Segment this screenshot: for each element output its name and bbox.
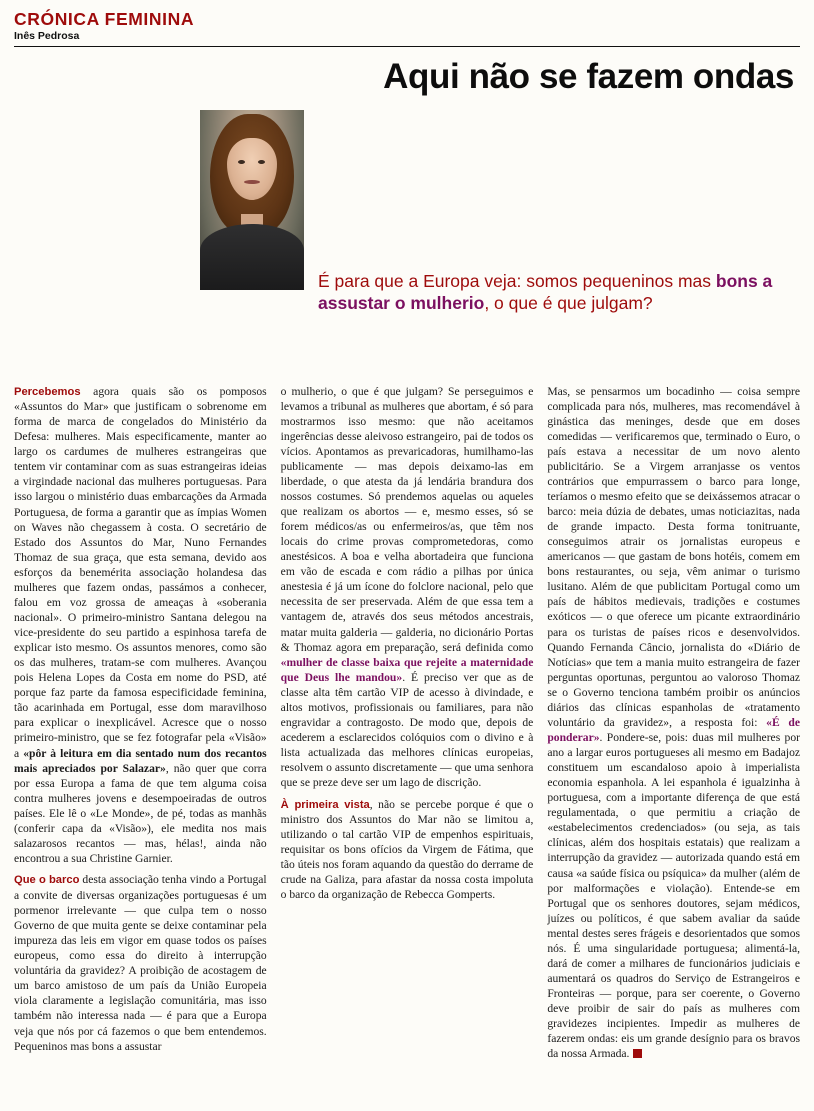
portrait-eye-left [238,160,245,164]
pull-quote-part2: , o que é que julgam? [484,292,653,313]
paragraph-3-tail: . É preciso ver que as de classe alta têm cartão VIP de acesso à divindade, e altos motivos, profissionais ou familiares, para não engravidar a contragosto. De modo que, depois de acederem a esclarecidos colóquios com o divino e à lista actualizada das melhores clínicas europeias, resolvem o assunto discretamente — que uma senhora que se preze deve ser um lago de discrição. [280,670,534,790]
pull-quote-highlight: bons a assustar o mulherio [318,270,773,313]
portrait-eye-right [258,160,265,164]
paragraph-1 [14,384,267,867]
author-byline: Inês Pedrosa [14,30,80,43]
portrait-mouth [244,180,260,184]
paragraph-5 [547,384,800,1062]
paragraph-1-tail: , não quer que corra por essa Europa a fama de que tem alguma coisa contra mulheres jovens e desempoeiradas de outros países. Ele lê o «Le Monde», de pé, todas as manhãs (conferir capa da «Visão»), ele medita nos mais salazarosos recantos — mas, hélas!, ainda não encontrou a sua Christine Garnier. [14,761,267,865]
column-1 [14,384,267,1054]
paragraph-3-text: o mulherio, o que é que julgam? Se perseguimos e levamos a tribunal as mulheres que abortam, é só para mostrarmos isso mesmo: que não aceitamos ingerências desse aleivoso estrangeiro, pai de todos os vícios. Apontamos as prevaricadoras, humilhamo-las publicamente — mas depois deixamo-las em liberdade, o que atesta da já lendária brandura dos nossos costumes. Só prendemos aquelas ou aqueles que realizam os abortos — e, mesmo esses, só se forem médicos/as ou enfermeiros/as, que têm nos locais do crime provas comprometedoras, como anestésicos. A boa e velha abortadeira que funciona em vão de escada e com rádio a pilhas por única anestesia é já um ícone do folclore nacional, pelo que necessita de ser preservada. Além de que essa tem a vantagem de, através dos seus métodos ancestrais, matar muita galderia — galderia, no dicionário Portas & Thomaz agora em preparação, será definida como [280,384,534,654]
paragraph-3-bold: «mulher de classe baixa que rejeite a maternidade que Deus lhe mandou» [280,655,534,684]
paragraph-4-text: , não se percebe porque é que o ministro dos Assuntos do Mar não se limitou a, utilizando o tal cartão VIP de empenhos espirituais, requisitar os bons ofícios da Virgem de Fátima, que tão úteis nos foram aquando da questão do derrame de crude na Galiza, para afastar da nossa costa impoluta o barco da organização de Rebecca Gomperts. [280,797,534,902]
column-kicker: CRÓNICA FEMININA [14,9,195,29]
paragraph-1-bold: «pôr à leitura em dia sentado num dos recantos mais apreciados por Salazar» [14,746,267,775]
paragraph-5-tail: . Pondere-se, pois: duas mil mulheres por ano a largar euros portugueses ali mesmo em Badajoz constituem um escandaloso apoio à imperialista economia espanhola. A lei espanhola é igualzinha à portuguesa, com a importante diferença de que está regulamentada, o que permitiu a criação de «estabelecimentos credenciados» (ou seja, as tais clínicas, além dos hospitais estatais) que realizam a interrupção da gravidez — autorizada quando está em causa «a saúde física ou psíquica» da mulher (além de por malformações e violação). Entende-se em Portugal que os senhores doutores, sejam médicos, juízes ou políticos, é que sabem avaliar da saúde mental destes seres frágeis e desorientados que somos nós. É uma singularidade portuguesa; alimentá-la, dará de comer a milhares de funcionários judiciais e aumentará os quadros do Serviço de Estrangeiros e Fronteiras — porque, para ser coerente, o Governo deve proibir de sair do país as mulheres com gravidezes incipientes. Impedir as mulheres de fazerem ondas: eis um grande desígnio para os bravos da nossa Armada. [547,730,801,1061]
end-mark [633,1049,642,1058]
page-title: Aqui não se fazem ondas [383,56,794,96]
drop-lead-3: À primeira vista [280,798,370,811]
body-columns [14,384,800,1062]
author-portrait [200,110,304,290]
pull-quote-part1: É para que a Europa veja: somos pequeninos mas [318,270,716,291]
column-3 [547,384,800,1062]
pull-quote [318,110,800,315]
paragraph-5-bold: «É de ponderar» [547,715,801,744]
drop-lead-2: Que o barco [14,874,80,887]
masthead [14,10,800,47]
portrait-torso [200,224,304,290]
drop-lead-1: Percebemos [14,385,81,398]
top-block [200,110,800,374]
paragraph-2-text: desta associação tenha vindo a Portugal a convite de diversas organizações portuguesas é um pormenor irrelevante — que culpa tem o nosso Governo de que muita gente se deixe contaminar pela impureza das leis em vigor em quase todos os países europeus, como essa do direito à interrupção voluntária da gravidez? A proibição de acostagem de um barco amistoso de um país da União Europeia viola claramente a legislação comunitária, mas isso também não interessa nada — é para que a Europa veja que nós por cá fazemos o que bem entendemos. Pequeninos mas bons a assustar [14,873,267,1053]
paragraph-5-text: Mas, se pensarmos um bocadinho — coisa sempre complicada para nós, mulheres, mas recomendável à ginástica das meninges, desde que em doses comedidas — verificaremos que, terminado o Euro, o país estava a necessitar de um novo alento publicitário. Se a Virgem arranjasse os ventos contrários que empurrassem o barco para longe, teríamos o mesmo efeito que se deixássemos atracar o barco: meia dúzia de debates, umas noticiazitas, nada de grande impacto. Desta forma tonitruante, conseguimos atrair os jornalistas europeus e americanos — que gastam de bons hotéis, comem em bons restaurantes, ou seja, vêm animar o turismo lusitano. Além de que publicitam Portugal como um país de hábitos medievais, tradições e costumes exóticos — o que oferece um picante extraordinário para os turistas de países ricos e desenvolvidos. Quando Fernanda Câncio, jornalista do «Diário de Notícias» que tem a mania muito estrangeira de fazer perguntas oportunas, perguntou ao valoroso Thomaz se o Governo tenciona também proibir os anúncios diários das clínicas espanholas de «tratamento voluntário da gravidez», a resposta foi: [547,384,801,729]
column-2 [281,384,534,903]
paragraph-3 [281,384,534,791]
paragraph-2 [14,872,267,1053]
paragraph-4 [281,797,534,903]
paragraph-1-text: agora quais são os pomposos «Assuntos do Mar» que justificam o sobrenome em forma de marca de congelados do Ministério da Defesa: mulheres. Mais especificamente, manter ao largo os cardumes de mulheres estrangeiras que tentem vir contaminar com as suas estrangeiras ideias a virgindade nacional das mulheres portuguesas. Para isso largou o ministério duas embarcações da Armada Portuguesa, de forma a garantir que as ímpias Women on Waves não chegassem à costa. O secretário de Estado dos Assuntos do Mar, Nuno Fernandes Thomaz de sua graça, que esta semana, devido aos esforços da benemérita associação holandesa das mulheres que fazem ondas, passámos a conhecer, falou em voz grossa de ameaças à «soberania nacional». O primeiro-ministro Santana delegou na vice-presidente do seu partido a espinhosa tarefa de explicar isto mesmo. Os assuntos menores, como são os das mulheres, tratam-se com mulheres. Avançou pois Helena Lopes da Costa em nome do PSD, até porque faz parte da famosa especificidade feminina, tão acarinhada em Portugal, esse dom maravilhoso para explicar o inexplicável. Acresce que o nosso primeiro-ministro, que se fez fotografar pela «Visão» a [14,384,267,760]
